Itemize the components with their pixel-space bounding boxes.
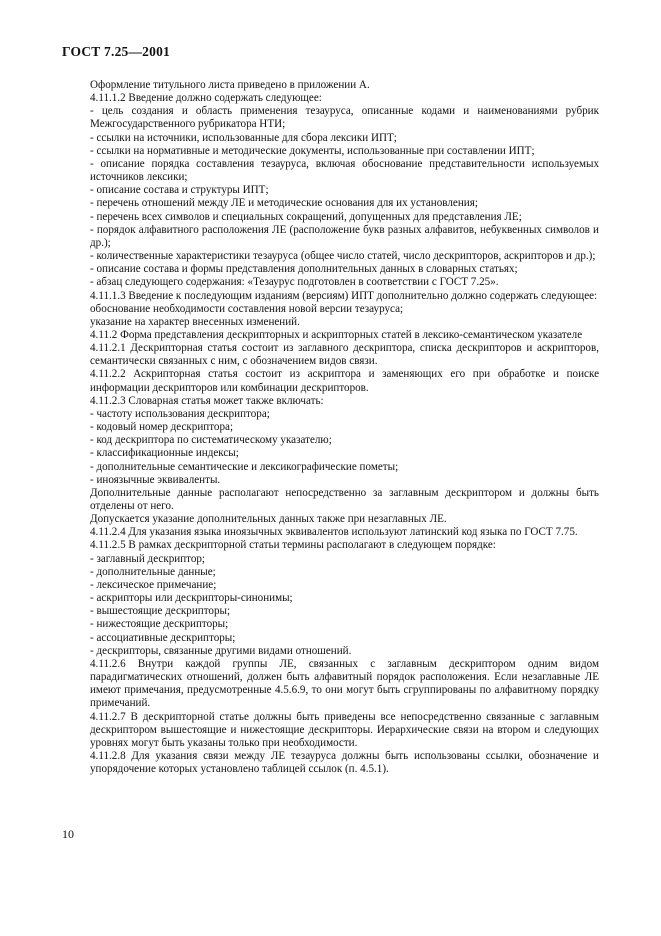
paragraph: 4.11.2.8 Для указания связи между ЛЕ тезауруса должны быть использованы ссылки, обозначение и упорядочение которых установлено таблицей ссылок (п. 4.5.1). (90, 749, 599, 776)
list-item: - иноязычные эквиваленты. (90, 473, 221, 486)
list-item: - заглавный дескриптор; (90, 552, 206, 565)
list-item: - описание состава и формы представления дополнительных данных в словарных статьях; (90, 263, 518, 276)
paragraph: обоснование необходимости составления новой версии тезауруса; (90, 302, 404, 315)
list-item: - нижестоящие дескрипторы; (90, 618, 229, 631)
list-item: - количественные характеристики тезауруса (общее число статей, число дескрипторов, аскрипторов и др.); (90, 250, 596, 263)
list-item: - классификационные индексы; (90, 447, 239, 460)
paragraph: 4.11.2.1 Дескрипторная статья состоит из заглавного дескриптора, списка дескрипторов и аскрипторов, семантически связанных с ним, с обозначением видов связи. (90, 342, 599, 368)
list-item: - ассоциативные дескрипторы; (90, 631, 236, 644)
document-body (90, 79, 599, 776)
list-item: - абзац следующего содержания: «Тезаурус подготовлен в соответствии с ГОСТ 7.25». (90, 276, 499, 289)
paragraph: 4.11.2.6 Внутри каждой группы ЛЕ, связанных с заглавным дескриптором одним видом парадигматических отношений, должен быть алфавитный порядок расположения. Если незаглавные ЛЕ имеют примечания, предусмотренные 4.5.6.9, то они могут быть сгруппированы по алфавитному порядку примечаний. (90, 657, 599, 710)
section-heading: 4.11.2 Форма представления дескрипторных и аскрипторных статей в лексико-семантическом указателе (90, 328, 583, 341)
paragraph: Дополнительные данные располагают непосредственно за заглавным дескриптором и должны быть отделены от него. (90, 486, 599, 512)
document-header: ГОСТ 7.25—2001 (62, 44, 170, 59)
list-item: - описание порядка составления тезауруса, включая обоснование представительности используемых источников лексики; (90, 157, 599, 184)
page-number: 10 (62, 827, 74, 841)
list-item: - перечень всех символов и специальных сокращений, допущенных для представления ЛЕ; (90, 210, 522, 223)
list-item: - цель создания и область применения тезауруса, описанные кодами и наименованиями рубрик Межгосударственного рубрикатора НТИ; (90, 105, 599, 131)
section-heading: 4.11.1.3 Введение к последующим изданиям (версиям) ИПТ дополнительно должно содержать следующее: (90, 289, 598, 302)
list-item: - кодовый номер дескриптора; (90, 421, 234, 434)
list-item: - ссылки на нормативные и методические документы, использованные при составлении ИПТ; (90, 144, 535, 157)
paragraph: 4.11.2.4 Для указания языка иноязычных эквивалентов используют латинский код языка по ГОСТ 7.75. (90, 526, 578, 539)
paragraph: 4.11.2.2 Аскрипторная статья состоит из аскриптора и заменяющих его при обработке и поиске информации дескрипторов или комбинации дескрипторов. (90, 368, 599, 394)
list-item: - код дескриптора по систематическому указателю; (90, 434, 332, 447)
list-item: - перечень отношений между ЛЕ и методические основания для их установления; (90, 197, 478, 210)
list-item: - порядок алфавитного расположения ЛЕ (расположение букв разных алфавитов, небуквенных символов и др.); (90, 223, 599, 249)
list-item: - частоту использования дескриптора; (90, 407, 270, 420)
list-item: - дескрипторы, связанные другими видами отношений. (90, 644, 352, 657)
list-item: - вышестоящие дескрипторы; (90, 605, 231, 618)
list-item: - лексическое примечание; (90, 578, 217, 591)
section-heading: 4.11.2.5 В рамках дескрипторной статьи термины располагают в следующем порядке: (90, 539, 496, 552)
list-item: - описание состава и структуры ИПТ; (90, 184, 269, 197)
list-item: - ссылки на источники, использованные для сбора лексики ИПТ; (90, 131, 397, 144)
paragraph: Допускается указание дополнительных данных также при незаглавных ЛЕ. (90, 513, 447, 526)
list-item: - аскрипторы или дескрипторы-синонимы; (90, 592, 293, 605)
list-item: - дополнительные данные; (90, 565, 216, 578)
paragraph: Оформление титульного листа приведено в приложении А. (90, 79, 370, 91)
list-item: - дополнительные семантические и лексикографические пометы; (90, 460, 399, 473)
paragraph: указание на характер внесенных изменений. (90, 315, 300, 328)
section-heading: 4.11.1.2 Введение должно содержать следующее: (90, 92, 322, 105)
paragraph: 4.11.2.7 В дескрипторной статье должны быть приведены все непосредственно связанные с заглавным дескриптором вышестоящие и нижестоящие дескрипторы. Иерархические связи на втором и следующих уровнях могут быть указаны только при необходимости. (90, 710, 599, 749)
section-heading: 4.11.2.3 Словарная статья может также включать: (90, 394, 324, 407)
